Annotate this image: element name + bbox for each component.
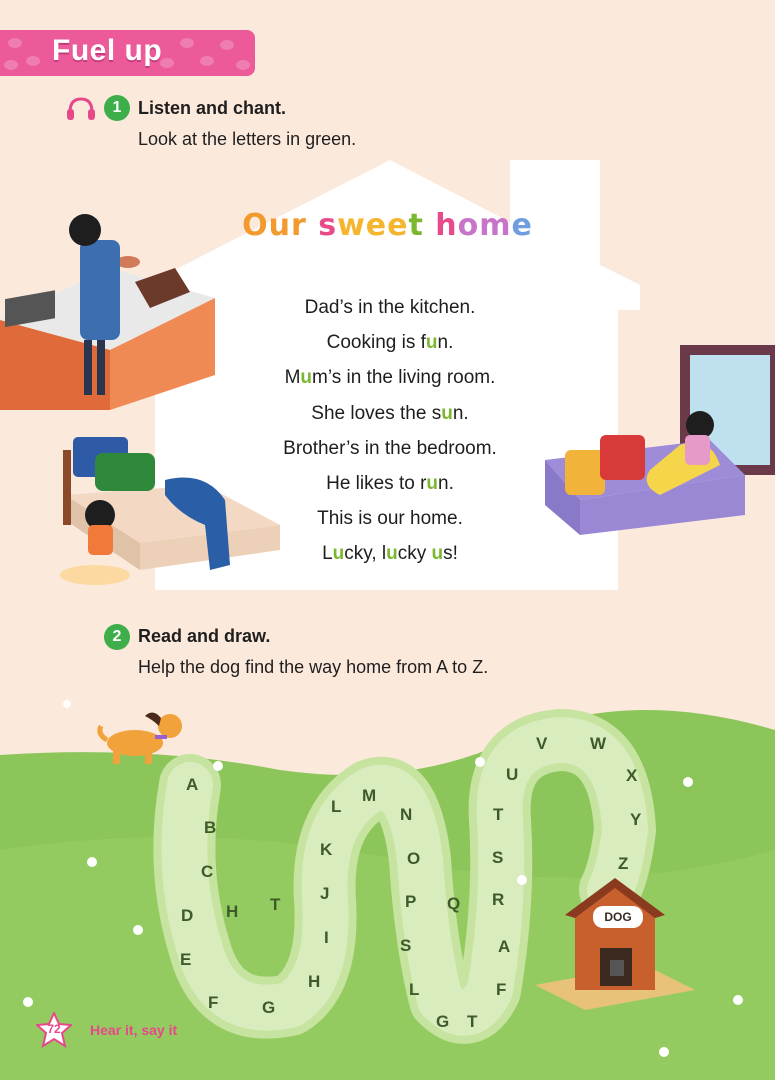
- maze-letter: L: [331, 797, 342, 816]
- doghouse-illustration: [525, 870, 705, 1010]
- maze-letter: Q: [447, 894, 461, 913]
- poem-title-letter: e: [387, 208, 409, 243]
- maze-letter: Y: [630, 810, 642, 829]
- maze-letter: G: [262, 998, 276, 1017]
- poem-line: Lucky, lucky us!: [322, 543, 458, 565]
- poem-line: Brother’s in the bedroom.: [283, 437, 497, 459]
- activity2-title: Read and draw.: [138, 626, 271, 646]
- maze-letter: P: [405, 892, 417, 911]
- activity2-instruction: Help the dog find the way home from A to Z.: [138, 657, 489, 677]
- doghouse-sign: DOG: [593, 906, 643, 928]
- page-number: 72: [47, 1022, 61, 1036]
- poem-line: Dad’s in the kitchen.: [304, 297, 476, 318]
- poem-line: He likes to run.: [326, 472, 454, 494]
- poem-line: She loves the sun.: [311, 402, 469, 424]
- activity-number-1: 1: [104, 95, 130, 121]
- poem-title-letter: [424, 208, 435, 243]
- maze-letter: F: [496, 980, 507, 999]
- poem-title-letter: w: [337, 208, 366, 243]
- poem-title-letter: e: [365, 208, 388, 243]
- maze-letter: I: [324, 928, 329, 947]
- maze-letter: U: [506, 765, 519, 784]
- headphones-icon[interactable]: [66, 96, 96, 122]
- poem-title-letter: t: [408, 208, 424, 243]
- maze-letter: C: [201, 862, 214, 881]
- maze-letter: G: [436, 1012, 450, 1031]
- poem-title-letter: m: [479, 208, 512, 243]
- poem-title-letter: O: [242, 208, 269, 243]
- maze-letter: N: [400, 805, 413, 824]
- activity1-title: Listen and chant.: [138, 98, 287, 118]
- maze-letter: R: [492, 890, 505, 909]
- poem-title-letter: o: [457, 208, 480, 243]
- activity-number-2: 2: [104, 624, 130, 650]
- maze-letter: M: [362, 786, 377, 805]
- maze-letter: S: [400, 936, 412, 955]
- poem-line: This is our home.: [317, 508, 463, 530]
- dog-illustration: [95, 708, 190, 768]
- maze-letter: E: [180, 950, 192, 969]
- maze-letter: V: [536, 734, 548, 753]
- maze-letter: D: [181, 906, 194, 925]
- maze-letter: A: [498, 937, 511, 956]
- maze-letter: J: [320, 884, 330, 903]
- maze-letter: H: [226, 902, 239, 921]
- poem-title-letter: h: [435, 208, 458, 243]
- maze-letter: H: [308, 972, 321, 991]
- maze-letter: W: [590, 734, 607, 753]
- poem-line: Cooking is fun.: [326, 332, 454, 354]
- activity1-instruction: Look at the letters in green.: [138, 129, 357, 149]
- maze-letter: T: [493, 805, 504, 824]
- maze-letter: S: [492, 848, 504, 867]
- maze-letter: B: [204, 818, 217, 837]
- poem: [200, 290, 580, 572]
- poem-title-letter: s: [318, 208, 338, 243]
- maze-letter: F: [208, 993, 219, 1012]
- poem-line: Mum’s in the living room.: [284, 367, 496, 389]
- maze-letter: X: [626, 766, 638, 785]
- section-title: Fuel up: [52, 34, 163, 67]
- poem-title-letter: u: [268, 208, 291, 243]
- poem-title-letter: e: [511, 208, 533, 243]
- poem-title-letter: r: [290, 208, 307, 243]
- maze-letter: T: [467, 1012, 478, 1031]
- poem-title: [0, 208, 775, 243]
- maze-letter: Z: [618, 854, 629, 873]
- poem-title-letter: [307, 208, 318, 243]
- maze-letter: K: [320, 840, 333, 859]
- maze-letter: T: [270, 895, 281, 914]
- maze-letter: A: [186, 775, 199, 794]
- footer-label: Hear it, say it: [90, 1022, 178, 1038]
- maze-letter: L: [409, 980, 420, 999]
- maze-letter: O: [407, 849, 421, 868]
